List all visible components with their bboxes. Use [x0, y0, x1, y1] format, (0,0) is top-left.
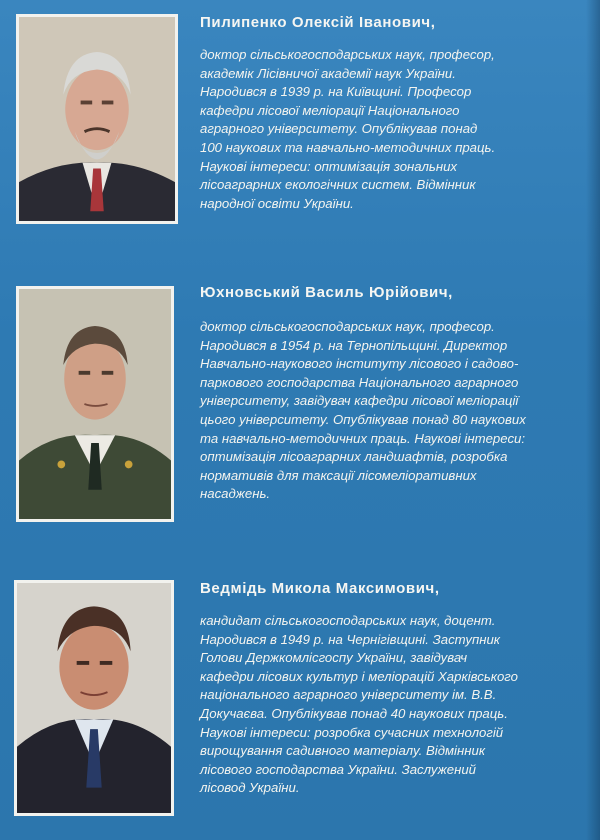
- person-3-bio: [200, 612, 518, 798]
- bio-line: університету, завідувач кафедри лісової меліорації: [200, 393, 519, 409]
- bio-line: Докучаєва. Опублікував понад 40 наукових праць.: [200, 705, 508, 721]
- bio-line: лісоаграрних екологічних систем. Відмінник: [200, 177, 476, 193]
- bio-line: лісовод України.: [200, 780, 300, 796]
- bio-line: доктор сільськогосподарських наук, професор,: [200, 47, 495, 62]
- bio-line: Наукові інтереси: оптимізація зональних: [200, 158, 458, 174]
- bio-line: лісового господарства України. Заслужений: [200, 761, 476, 777]
- person-2-name: Юхновський Василь Юрійович,: [200, 284, 453, 301]
- person-3-name: Ведмідь Микола Максимович,: [200, 580, 440, 597]
- portrait-photo-2: [16, 286, 174, 522]
- bio-line: національного аграрного університету ім. В.В.: [200, 687, 497, 703]
- bio-line: паркового господарства Національного аграрного: [200, 374, 519, 390]
- bio-line: нормативів для таксації лісомеліоративних: [200, 467, 477, 483]
- bio-line: 100 наукових та навчально-методичних праць.: [200, 139, 496, 155]
- bio-line: кандидат сільськогосподарських наук, доцент.: [200, 613, 496, 628]
- bio-line: Голови Держкомлісгоспу України, завідувач: [200, 650, 468, 666]
- bio-line: аграрного університету. Опублікував понад: [200, 121, 478, 137]
- bio-line: Наукові інтереси: розробка сучасних технологій: [200, 724, 504, 740]
- bio-line: кафедри лісових культур і меліорацій Харківського: [200, 668, 518, 684]
- bio-line: насаджень.: [200, 486, 271, 502]
- bio-line: та навчально-методичних праць. Наукові інтереси:: [200, 430, 526, 446]
- page-edge-shadow: [586, 0, 600, 840]
- bio-line: кафедри лісової меліорації Національного: [200, 102, 460, 118]
- bio-line: Народився в 1939 р. на Київщині. Професор: [200, 84, 472, 100]
- person-1-bio: [200, 46, 495, 213]
- bio-line: народної освіти України.: [200, 195, 354, 211]
- portrait-photo-1: [16, 14, 178, 224]
- bio-line: оптимізація лісоаграрних ландшафтів, розробка: [200, 449, 508, 465]
- person-1-name: Пилипенко Олексій Іванович,: [200, 14, 436, 31]
- bio-line: академік Лісівничої академії наук України.: [200, 65, 456, 81]
- bio-line: Народився в 1954 р. на Тернопільщині. Директор: [200, 337, 508, 353]
- bio-line: цього університету. Опублікував понад 80 наукових: [200, 411, 526, 427]
- person-2-bio: [200, 318, 526, 504]
- bio-line: вирощування садивного матеріалу. Відмінник: [200, 743, 486, 759]
- bio-line: Народився в 1949 р. на Чернігівщині. Заступник: [200, 631, 501, 647]
- bio-line: доктор сільськогосподарських наук, професор.: [200, 319, 495, 334]
- portrait-photo-3: [14, 580, 174, 816]
- bio-line: Навчально-наукового інституту лісового і садово-: [200, 356, 519, 372]
